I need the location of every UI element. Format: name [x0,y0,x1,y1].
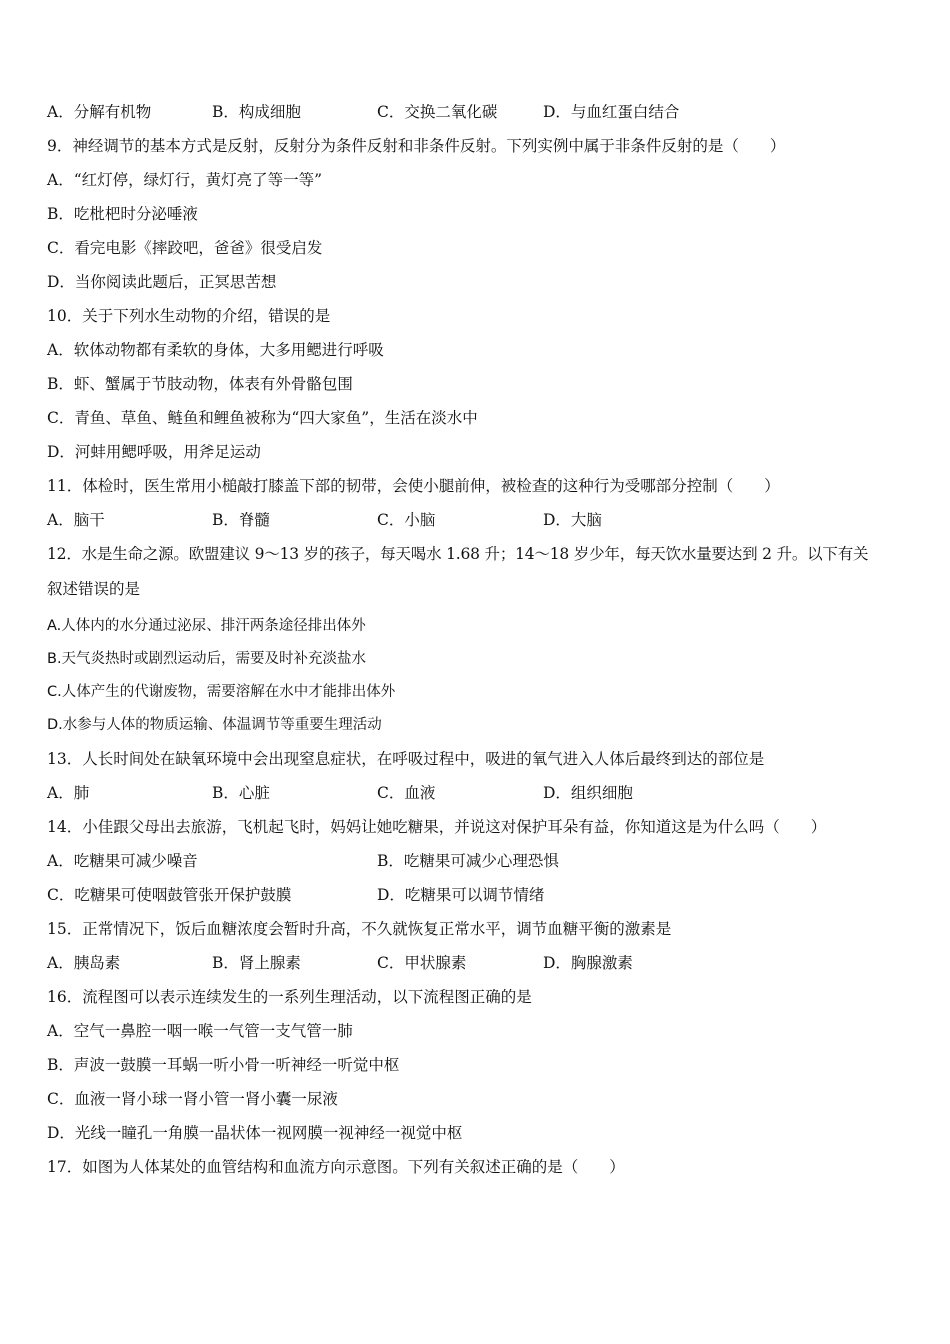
q8-option-d: D．与血红蛋白结合 [543,103,680,121]
q13-stem: 13．人长时间处在缺氧环境中会出现窒息症状，在呼吸过程中，吸进的氧气进入人体后最终到达的部位是 [47,750,765,768]
q10-option-c: C．青鱼、草鱼、鲢鱼和鲤鱼被称为“四大家鱼”，生活在淡水中 [47,409,478,427]
q13-option-d: D．组织细胞 [543,784,633,802]
q10-option-d: D．河蚌用鳃呼吸，用斧足运动 [47,443,261,461]
q10-stem: 10．关于下列水生动物的介绍，错误的是 [47,307,331,325]
q12-option-d: D.水参与人体的物质运输、体温调节等重要生理活动 [47,717,382,733]
q14-option-c: C．吃糖果可使咽鼓管张开保护鼓膜 [47,886,292,904]
q14-option-a: A．吃糖果可减少噪音 [47,852,198,870]
q15-option-c: C．甲状腺素 [377,954,467,972]
q12-option-b: B.天气炎热时或剧烈运动后，需要及时补充淡盐水 [47,651,367,667]
q16-option-a: A．空气一鼻腔一咽一喉一气管一支气管一肺 [47,1022,353,1040]
q15-option-a: A．胰岛素 [47,954,121,972]
q9-option-d: D．当你阅读此题后，正冥思苦想 [47,273,277,291]
q9-option-a: A．“红灯停，绿灯行，黄灯亮了等一等” [47,171,323,189]
q16-option-d: D．光线一瞳孔一角膜一晶状体一视网膜一视神经一视觉中枢 [47,1124,463,1142]
q9-option-c: C．看完电影《摔跤吧，爸爸》很受启发 [47,239,323,257]
q12-option-c: C.人体产生的代谢废物，需要溶解在水中才能排出体外 [47,684,396,700]
q12-stem-line2: 叙述错误的是 [47,580,141,598]
q13-option-c: C．血液 [377,784,436,802]
q8-option-c: C．交换二氧化碳 [377,103,498,121]
q8-option-b: B．构成细胞 [212,103,301,121]
q11-option-d: D．大脑 [543,511,602,529]
q14-option-b: B．吃糖果可减少心理恐惧 [377,852,559,870]
q17-stem: 17．如图为人体某处的血管结构和血流方向示意图。下列有关叙述正确的是（ ） [47,1158,625,1176]
q16-option-c: C．血液一肾小球一肾小管一肾小囊一尿液 [47,1090,338,1108]
q10-option-a: A．软体动物都有柔软的身体，大多用鳃进行呼吸 [47,341,384,359]
q15-option-b: B．肾上腺素 [212,954,301,972]
q13-option-b: B．心脏 [212,784,270,802]
q14-option-d: D．吃糖果可以调节情绪 [377,886,545,904]
q11-stem: 11．体检时，医生常用小槌敲打膝盖下部的韧带，会使小腿前伸，被检查的这种行为受哪部分控制（ ） [47,477,780,495]
q11-option-b: B．脊髓 [212,511,270,529]
q11-option-a: A．脑干 [47,511,105,529]
q12-option-a: A.人体内的水分通过泌尿、排汗两条途径排出体外 [47,618,366,634]
q9-option-b: B．吃枇杷时分泌唾液 [47,205,198,223]
q15-stem: 15．正常情况下，饭后血糖浓度会暂时升高，不久就恢复正常水平，调节血糖平衡的激素是 [47,920,672,938]
q9-stem: 9．神经调节的基本方式是反射，反射分为条件反射和非条件反射。下列实例中属于非条件反射的是（ ） [47,137,786,155]
q16-stem: 16．流程图可以表示连续发生的一系列生理活动，以下流程图正确的是 [47,988,532,1006]
q14-stem: 14．小佳跟父母出去旅游，飞机起飞时，妈妈让她吃糖果，并说这对保护耳朵有益，你知道这是为什么吗（ ） [47,818,827,836]
q10-option-b: B．虾、蟹属于节肢动物，体表有外骨骼包围 [47,375,353,393]
q12-stem-line1: 12．水是生命之源。欧盟建议 9～13 岁的孩子，每天喝水 1.68 升；14～18 岁少年，每天饮水量要达到 2 升。以下有关 [47,545,869,563]
q15-option-d: D．胸腺激素 [543,954,633,972]
q11-option-c: C．小脑 [377,511,436,529]
q13-option-a: A．肺 [47,784,90,802]
q8-option-a: A．分解有机物 [47,103,152,121]
q16-option-b: B．声波一鼓膜一耳蜗一听小骨一听神经一听觉中枢 [47,1056,400,1074]
